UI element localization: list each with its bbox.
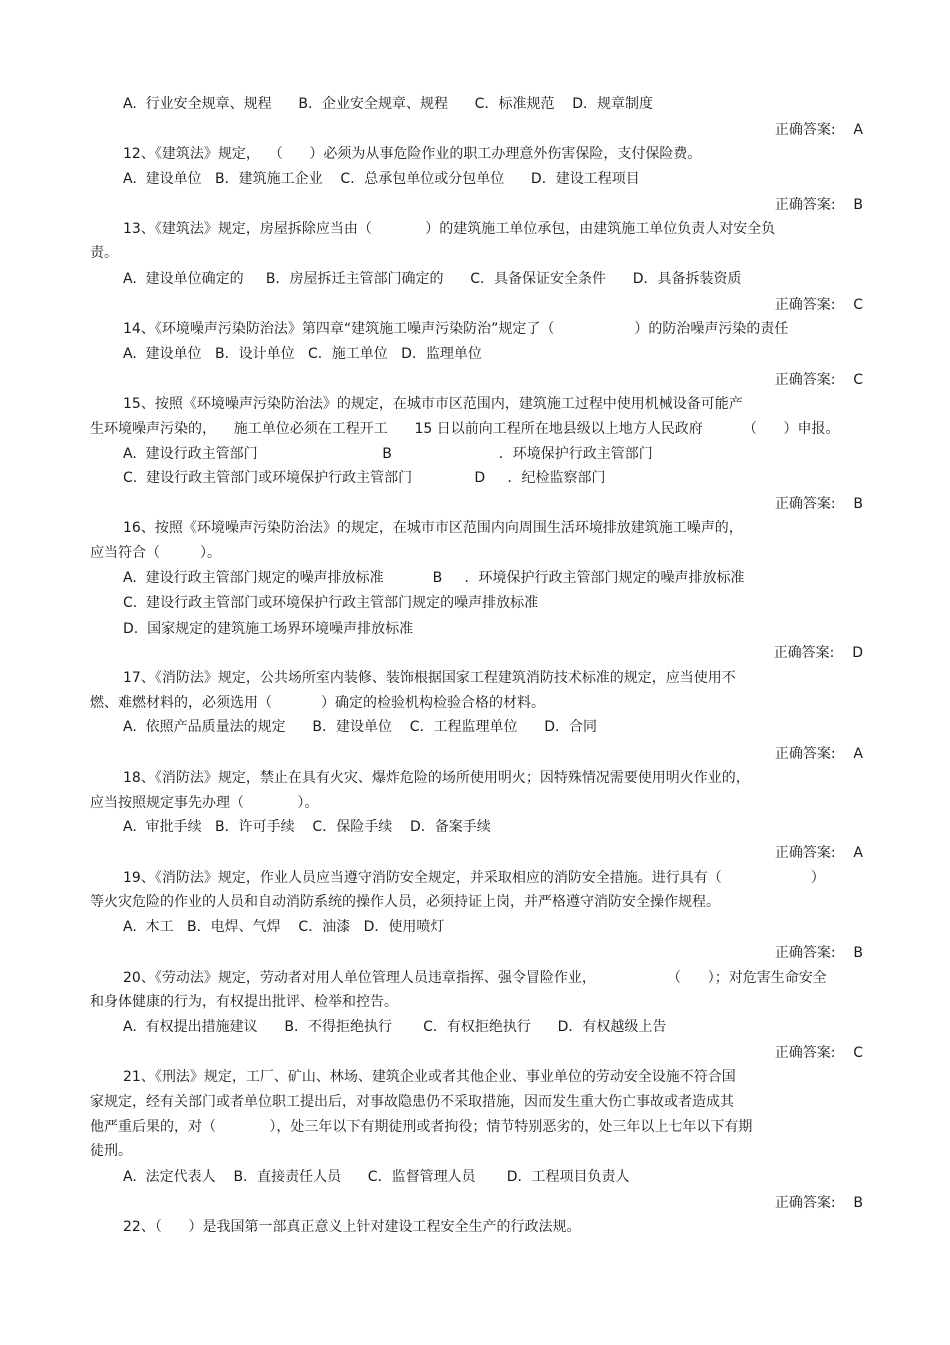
option-line: A. 依照产品质量法的规定 B．建设单位 C．工程监理单位 D．合同 bbox=[123, 719, 598, 735]
question-line: 18、《消防法》规定，禁止在具有火灾、爆炸危险的场所使用明火；因特殊情况需要使用明火作业的， bbox=[123, 770, 750, 786]
answer-line: 正确答案: B bbox=[774, 496, 863, 512]
option-line: A. 建设行政主管部门规定的噪声排放标准 B ．环境保护行政主管部门规定的噪声排放标准 bbox=[123, 570, 745, 586]
answer-line: 正确答案: C bbox=[774, 372, 863, 388]
question-continuation: 等火灾危险的作业的人员和自动消防系统的操作人员，必须持证上岗，并严格遵守消防安全操作规程。 bbox=[90, 894, 720, 910]
question-line: 21、《刑法》规定，工厂、矿山、林场、建筑企业或者其他企业、事业单位的劳动安全设施不符合国 bbox=[123, 1069, 736, 1085]
answer-line: 正确答案: B bbox=[774, 945, 863, 961]
option-line: D. 国家规定的建筑施工场界环境噪声排放标准 bbox=[123, 621, 414, 637]
option-line: C. 建设行政主管部门或环境保护行政主管部门 D ．纪检监察部门 bbox=[123, 470, 606, 486]
question-continuation: 他严重后果的，对（ ），处三年以下有期徒刑或者拘役；情节特别恶劣的，处三年以上七年以下有期 bbox=[90, 1119, 753, 1135]
answer-line: 正确答案: D bbox=[773, 645, 863, 661]
question-line: 15、按照《环境噪声污染防治法》的规定，在城市市区范围内，建筑施工过程中使用机械设备可能产 bbox=[123, 396, 743, 412]
answer-line: 正确答案: C bbox=[774, 297, 863, 313]
question-line: 19、《消防法》规定，作业人员应当遵守消防安全规定，并采取相应的消防安全措施。进行具有（ ） bbox=[123, 870, 825, 886]
question-line: 12、《建筑法》规定， （ ）必须为从事危险作业的职工办理意外伤害保险，支付保险费。 bbox=[123, 146, 702, 162]
question-continuation: 徒刑。 bbox=[90, 1143, 132, 1159]
option-line: A. 建设单位 B．设计单位 C．施工单位 D．监理单位 bbox=[123, 346, 482, 362]
question-continuation: 应当按照规定事先办理（ ）。 bbox=[90, 795, 319, 811]
question-continuation: 生环境噪声污染的， 施工单位必须在工程开工 15 日以前向工程所在地县级以上地方人民政府 （ ）申报。 bbox=[90, 421, 840, 437]
question-line: 14、《环境噪声污染防治法》第四章“建筑施工噪声污染防治”规定了（ ）的防治噪声污染的责任 bbox=[123, 321, 789, 337]
option-line: A. 有权提出措施建议 B．不得拒绝执行 C．有权拒绝执行 D．有权越级上告 bbox=[123, 1019, 667, 1035]
option-line: A. 建设行政主管部门 B ．环境保护行政主管部门 bbox=[123, 446, 653, 462]
question-continuation: 家规定，经有关部门或者单位职工提出后，对事故隐患仍不采取措施，因而发生重大伤亡事故或者造成其 bbox=[90, 1094, 734, 1110]
option-line: A. 建设单位确定的 B．房屋拆迁主管部门确定的 C．具备保证安全条件 D．具备拆装资质 bbox=[123, 271, 742, 287]
question-continuation: 燃、难燃材料的，必须选用（ ）确定的检验机构检验合格的材料。 bbox=[90, 695, 545, 711]
option-line: A. 审批手续 B．许可手续 C．保险手续 D．备案手续 bbox=[123, 819, 491, 835]
question-line: 17、《消防法》规定，公共场所室内装修、装饰根据国家工程建筑消防技术标准的规定，应当使用不 bbox=[123, 670, 736, 686]
answer-line: 正确答案: A bbox=[774, 845, 863, 861]
option-line: A. 木工 B．电焊、气焊 C．油漆 D．使用喷灯 bbox=[123, 919, 445, 935]
question-continuation: 和身体健康的行为，有权提出批评、检举和控告。 bbox=[90, 994, 398, 1010]
question-line: 13、《建筑法》规定，房屋拆除应当由（ ）的建筑施工单位承包，由建筑施工单位负责人对安全负 bbox=[123, 221, 776, 237]
answer-line: 正确答案: B bbox=[774, 197, 863, 213]
option-line: A. 法定代表人 B．直接责任人员 C．监督管理人员 D．工程项目负责人 bbox=[123, 1169, 630, 1185]
question-line: 20、《劳动法》规定，劳动者对用人单位管理人员违章指挥、强令冒险作业， （ ）；对危害生命安全 bbox=[123, 970, 827, 986]
question-continuation: 应当符合（ ）。 bbox=[90, 545, 222, 561]
question-line: 22、（ ）是我国第一部真正意义上针对建设工程安全生产的行政法规。 bbox=[123, 1219, 581, 1235]
option-line: C. 建设行政主管部门或环境保护行政主管部门规定的噪声排放标准 bbox=[123, 595, 539, 611]
answer-line: 正确答案: A bbox=[774, 122, 863, 138]
question-line: 16、按照《环境噪声污染防治法》的规定，在城市市区范围内向周围生活环境排放建筑施工噪声的， bbox=[123, 520, 743, 536]
question-continuation: 责。 bbox=[90, 245, 118, 261]
answer-line: 正确答案: B bbox=[774, 1195, 863, 1211]
answer-line: 正确答案: A bbox=[774, 746, 863, 762]
option-line: A. 建设单位 B．建筑施工企业 C．总承包单位或分包单位 D．建设工程项目 bbox=[123, 171, 640, 187]
option-line: A. 行业安全规章、规程 B．企业安全规章、规程 C．标准规范 D．规章制度 bbox=[123, 96, 654, 112]
answer-line: 正确答案: C bbox=[774, 1045, 863, 1061]
